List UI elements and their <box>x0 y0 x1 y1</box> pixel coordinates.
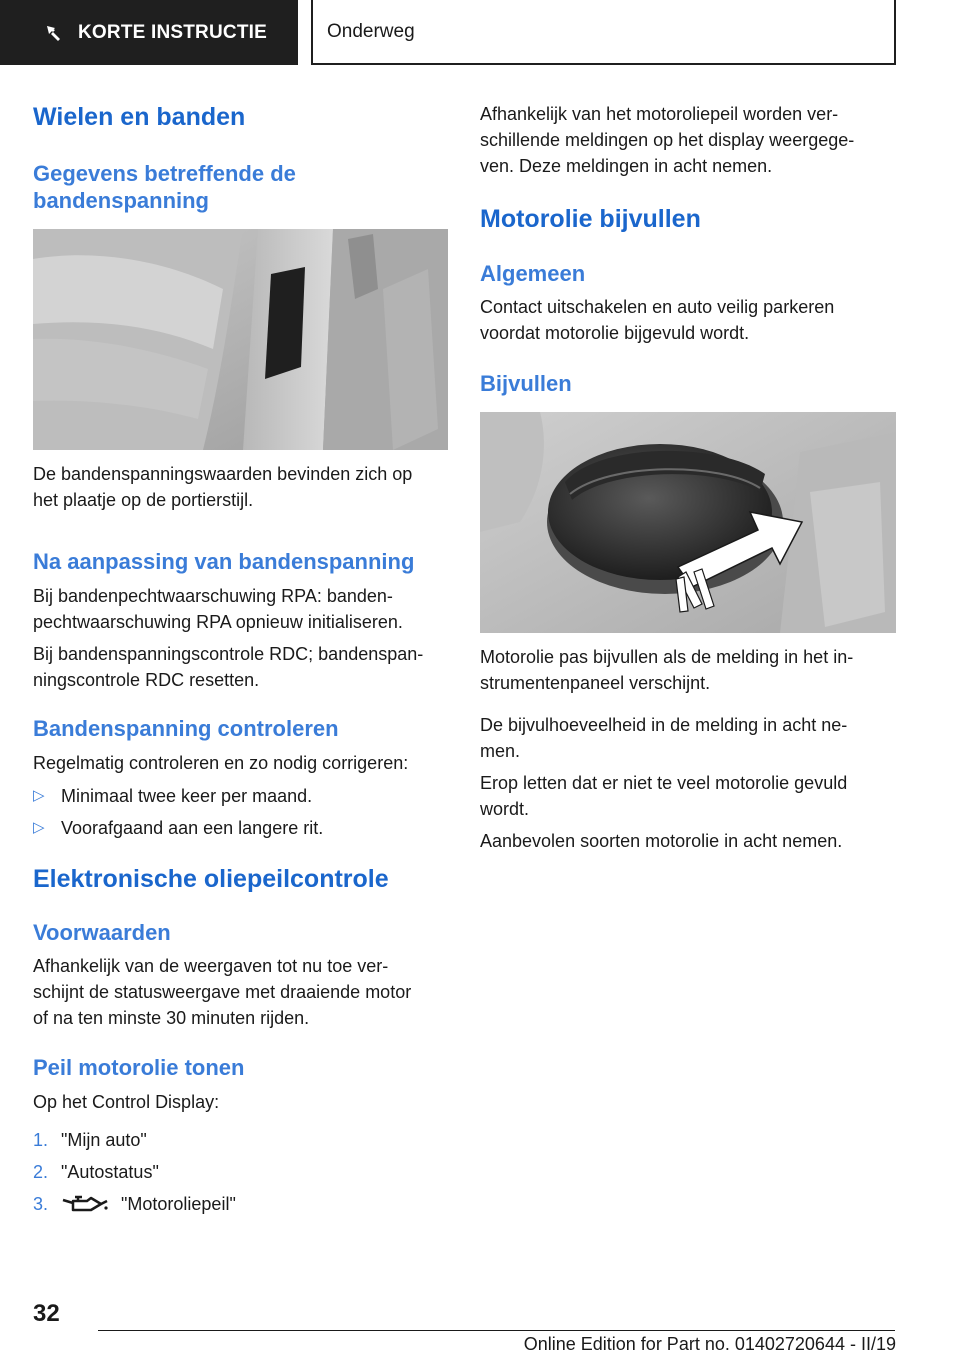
step-number: 3. <box>33 1194 49 1214</box>
section-title: Onderweg <box>311 0 896 65</box>
heading-oil-check: Elektronische oliepeilcontrole <box>33 865 389 893</box>
oil-types-text: Aanbevolen soorten motorolie in acht nemen. <box>480 831 843 851</box>
list-item <box>33 1127 147 1153</box>
step-text: "Mijn auto" <box>61 1130 147 1150</box>
bullet-marker: ▷ <box>33 787 45 804</box>
plate-text-line1: De bandenspanningswaarden bevinden zich op <box>33 464 413 484</box>
conditions-text-line1: Afhankelijk van de weergaven tot nu toe ver- <box>33 956 389 976</box>
footer-divider <box>98 1330 895 1331</box>
general-text-line2: voordat motorolie bijgevuld wordt. <box>480 323 750 343</box>
check-text: Regelmatig controleren en zo nodig corrigeren: <box>33 753 409 773</box>
list-item <box>33 1159 159 1185</box>
conditions-text-line3: of na ten minste 30 minuten rijden. <box>33 1008 310 1028</box>
intro-text-line1: Afhankelijk van het motoroliepeil worden ver- <box>480 104 839 124</box>
list-item-text: Voorafgaand aan een langere rit. <box>61 818 324 838</box>
quantity-text-line2: men. <box>480 741 521 761</box>
heading-show-oil: Peil motorolie tonen <box>33 1055 245 1080</box>
fill-text-line2: strumentenpaneel verschijnt. <box>480 673 711 693</box>
door-pillar-photo <box>33 229 448 450</box>
show-oil-text: Op het Control Display: <box>33 1092 220 1112</box>
quantity-text-line1: De bijvulhoeveelheid in de melding in acht ne- <box>480 715 848 735</box>
oil-can-icon <box>61 1193 109 1215</box>
quick-guide-icon <box>44 23 64 43</box>
intro-text-line3: ven. Deze meldingen in acht nemen. <box>480 156 773 176</box>
heading-topup-oil: Motorolie bijvullen <box>480 205 701 233</box>
general-text-line1: Contact uitschakelen en auto veilig parkeren <box>480 297 835 317</box>
fill-text-line1: Motorolie pas bijvullen als de melding in het in- <box>480 647 854 667</box>
heading-tire-data-2: bandenspanning <box>33 188 209 213</box>
list-item <box>33 815 323 841</box>
step-number: 2. <box>33 1162 49 1182</box>
list-item-text: Minimaal twee keer per maand. <box>61 786 313 806</box>
bullet-marker: ▷ <box>33 819 45 836</box>
heading-general: Algemeen <box>480 261 586 286</box>
caution-text-line2: wordt. <box>480 799 530 819</box>
footer-edition: Online Edition for Part no. 01402720644 - II/19 <box>523 1334 896 1354</box>
list-item <box>33 783 312 809</box>
heading-fill: Bijvullen <box>480 371 572 396</box>
page-number: 32 <box>33 1300 60 1327</box>
list-item <box>33 1191 236 1217</box>
intro-text-line2: schillende meldingen op het display weergege- <box>480 130 855 150</box>
rdc-text-line1: Bij bandenspanningscontrole RDC; bandenspan- <box>33 644 424 664</box>
rdc-text-line2: ningscontrole RDC resetten. <box>33 670 260 690</box>
heading-after-adjust: Na aanpassing van bandenspanning <box>33 549 415 574</box>
step-number: 1. <box>33 1130 49 1150</box>
rpa-text-line1: Bij bandenpechtwaarschuwing RPA: banden- <box>33 586 393 606</box>
conditions-text-line2: schijnt de statusweergave met draaiende motor <box>33 982 412 1002</box>
chapter-tab[interactable] <box>0 0 298 65</box>
heading-conditions: Voorwaarden <box>33 920 171 945</box>
rpa-text-line2: pechtwaarschuwing RPA opnieuw initialiseren. <box>33 612 403 632</box>
plate-text-line2: het plaatje op de portierstijl. <box>33 490 254 510</box>
oil-cap-photo <box>480 412 896 633</box>
heading-wheels: Wielen en banden <box>33 103 246 131</box>
step-text: "Motoroliepeil" <box>121 1194 236 1214</box>
heading-tire-data-1: Gegevens betreffende de <box>33 161 296 186</box>
step-text: "Autostatus" <box>61 1162 159 1182</box>
caution-text-line1: Erop letten dat er niet te veel motorolie gevuld <box>480 773 848 793</box>
heading-check-pressure: Bandenspanning controleren <box>33 716 339 741</box>
chapter-tab-label: KORTE INSTRUCTIE <box>78 21 267 43</box>
